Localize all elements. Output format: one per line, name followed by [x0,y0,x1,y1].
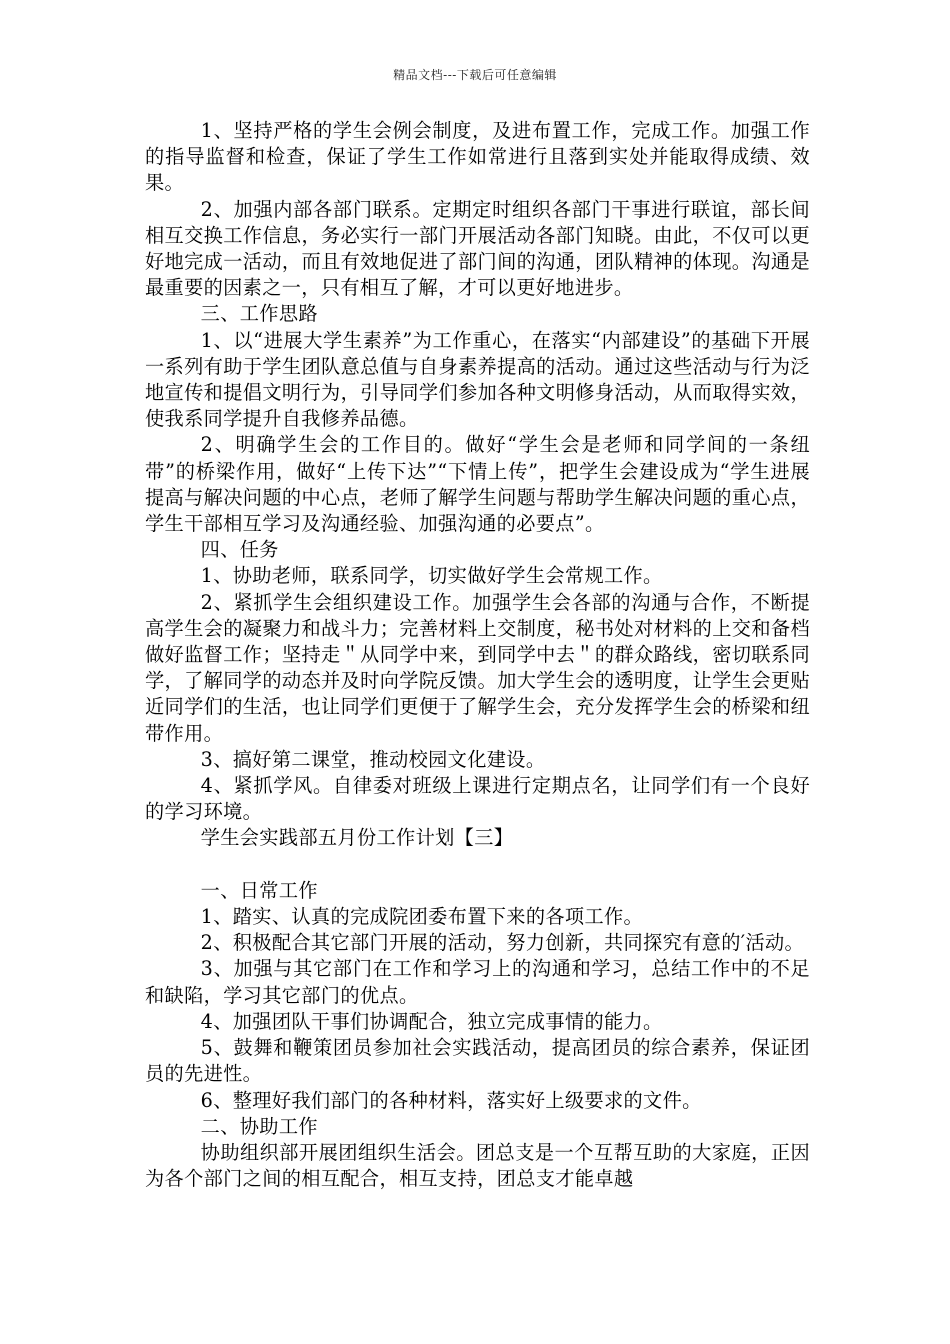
section-heading: 三、工作思路 [200,302,318,326]
section-heading: 二、协助工作 [200,1114,318,1138]
document-body [145,118,810,1192]
section-heading: 四、任务 [200,538,279,562]
document-title: 学生会实践部五月份工作计划【三】 [200,826,514,850]
section-heading: 一、日常工作 [200,878,318,902]
paragraph: 2、紧抓学生会组织建设工作。加强学生会各部的沟通与合作，不断提高学生会的凝聚力和战斗力；完善材料上交制度，秘书处对材料的上交和备档做好监督工作；坚持走＂从同学中来，到同学中去＂的群众路线，密切联系同学，了解同学的动态并及时向学院反馈。加大学生会的透明度，让学生会更贴近同学们的生活，也让同学们更便于了解学生会，充分发挥学生会的桥梁和纽带作用。 [145,590,810,745]
paragraph: 6、整理好我们部门的各种材料，落实好上级要求的文件。 [200,1088,702,1112]
paragraph: 3、搞好第二课堂，推动校园文化建设。 [200,747,546,771]
page-header: 精品文档---下载后可任意编辑 [393,68,557,82]
paragraph: 2、加强内部各部门联系。定期定时组织各部门干事进行联谊，部长间相互交换工作信息，务必实行一部门开展活动各部门知晓。由此，不仅可以更好地完成一活动，而且有效地促进了部门间的沟通，团队精神的体现。沟通是最重要的因素之一，只有相互了解，才可以更好地进步。 [145,197,810,300]
paragraph: 1、踏实、认真的完成院团委布置下来的各项工作。 [200,905,644,929]
paragraph: 1、协助老师，联系同学，切实做好学生会常规工作。 [200,564,663,588]
paragraph: 2、积极配合其它部门开展的活动，努力创新，共同探究有意的′活动。 [200,931,805,955]
paragraph: 3、加强与其它部门在工作和学习上的沟通和学习，总结工作中的不足和缺陷，学习其它部门的优点。 [145,957,810,1007]
paragraph: 5、鼓舞和鞭策团员参加社会实践活动，提高团员的综合素养，保证团员的先进性。 [145,1036,810,1086]
paragraph: 4、加强团队干事们协调配合，独立完成事情的能力。 [200,1009,663,1033]
blank-line [145,852,810,878]
paragraph: 协助组织部开展团组织生活会。团总支是一个互帮互助的大家庭，正因为各个部门之间的相互配合，相互支持，团总支才能卓越 [145,1140,810,1191]
paragraph: 4、紧抓学风。自律委对班级上课进行定期点名，让同学们有一个良好的学习环境。 [145,774,810,824]
paragraph: 1、坚持严格的学生会例会制度，及进布置工作，完成工作。加强工作的指导监督和检查，保证了学生工作如常进行且落到实处并能取得成绩、效果。 [145,119,810,195]
paragraph: 1、以“进展大学生素养”为工作重心，在落实“内部建设”的基础下开展一系列有助于学生团队意总值与自身素养提高的活动。通过这些活动与行为泛地宣传和提倡文明行为，引导同学们参加各种文明修身活动，从而取得实效，使我系同学提升自我修养品德。 [145,328,810,431]
paragraph: 2、明确学生会的工作目的。做好“学生会是老师和同学间的一条纽带”的桥梁作用，做好“上传下达”“下情上传”，把学生会建设成为“学生进展提高与解决问题的中心点，老师了解学生问题与帮助学生解决问题的重心点，学生干部相互学习及沟通经验、加强沟通的必要点”。 [145,433,810,536]
